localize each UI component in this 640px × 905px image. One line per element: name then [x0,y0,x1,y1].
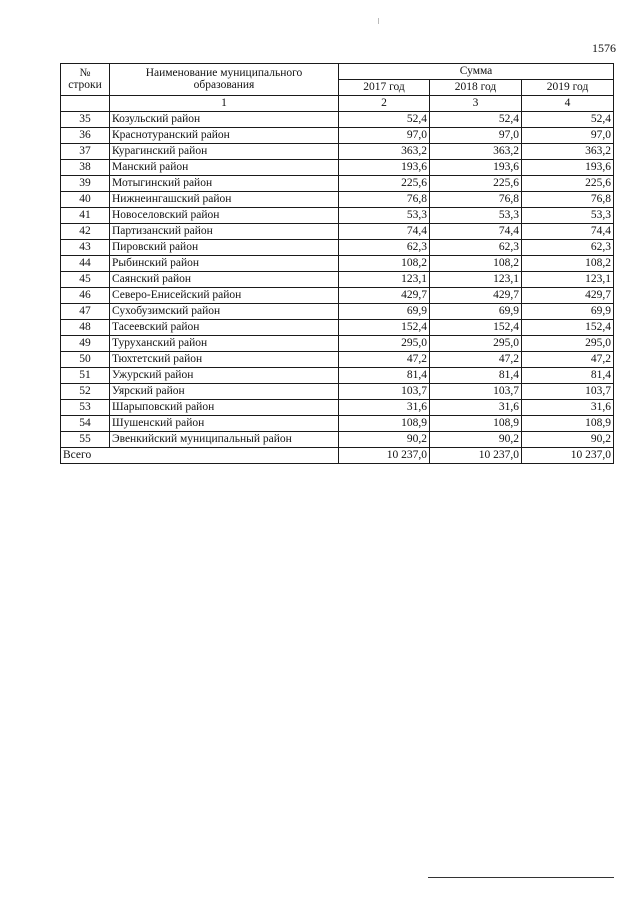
value-2018-cell: 76,8 [430,192,522,208]
value-2018-cell: 81,4 [430,368,522,384]
row-number-cell: 42 [61,224,110,240]
municipality-name-cell: Эвенкийский муниципальный район [110,432,339,448]
municipality-name-cell: Северо-Енисейский район [110,288,339,304]
row-number-cell: 54 [61,416,110,432]
row-number-cell: 35 [61,112,110,128]
table-row [61,176,614,192]
value-2018-cell: 152,4 [430,320,522,336]
value-2019-cell: 62,3 [522,240,614,256]
row-number-cell: 37 [61,144,110,160]
value-2019-cell: 193,6 [522,160,614,176]
page-number: 1576 [592,41,616,55]
value-2017-cell: 52,4 [339,112,430,128]
row-number-cell: 38 [61,160,110,176]
value-2019-cell: 53,3 [522,208,614,224]
value-2017-cell: 108,2 [339,256,430,272]
value-2019-cell: 152,4 [522,320,614,336]
table-row [61,240,614,256]
table-row [61,304,614,320]
table-row [61,416,614,432]
value-2018-cell: 103,7 [430,384,522,400]
value-2019-cell: 76,8 [522,192,614,208]
value-2019-cell: 108,2 [522,256,614,272]
row-number-cell: 46 [61,288,110,304]
row-number-cell: 49 [61,336,110,352]
table-row [61,368,614,384]
municipality-name-cell: Шушенский район [110,416,339,432]
value-2019-cell: 97,0 [522,128,614,144]
value-2018-cell: 90,2 [430,432,522,448]
value-2018-cell: 53,3 [430,208,522,224]
value-2019-cell: 81,4 [522,368,614,384]
year-header-2019: 2019 год [522,80,614,96]
column-index-4: 4 [522,96,614,112]
municipality-name-cell: Шарыповский район [110,400,339,416]
column-index-empty [61,96,110,112]
row-number-cell: 51 [61,368,110,384]
value-2018-cell: 31,6 [430,400,522,416]
value-2018-cell: 97,0 [430,128,522,144]
value-2017-cell: 108,9 [339,416,430,432]
municipality-name-header [110,64,339,96]
year-header-2018: 2018 год [430,80,522,96]
municipality-name-cell: Мотыгинский район [110,176,339,192]
municipality-name-cell: Краснотуранский район [110,128,339,144]
value-2019-cell: 90,2 [522,432,614,448]
value-2019-cell: 225,6 [522,176,614,192]
value-2017-cell: 47,2 [339,352,430,368]
table-row [61,432,614,448]
municipality-name-cell: Ужурский район [110,368,339,384]
table-row [61,144,614,160]
table-row [61,400,614,416]
row-number-cell: 36 [61,128,110,144]
value-2018-cell: 363,2 [430,144,522,160]
value-2017-cell: 97,0 [339,128,430,144]
row-number-cell: 44 [61,256,110,272]
value-2017-cell: 363,2 [339,144,430,160]
table-row [61,336,614,352]
municipality-name-cell: Пировский район [110,240,339,256]
value-2019-cell: 69,9 [522,304,614,320]
column-index-1: 1 [110,96,339,112]
row-number-cell: 41 [61,208,110,224]
municipality-name-cell: Саянский район [110,272,339,288]
value-2017-cell: 429,7 [339,288,430,304]
value-2019-cell: 108,9 [522,416,614,432]
subsidy-table [60,63,614,464]
table-row [61,192,614,208]
value-2018-cell: 108,9 [430,416,522,432]
value-2017-cell: 81,4 [339,368,430,384]
value-2019-cell: 429,7 [522,288,614,304]
total-row [61,448,614,464]
value-2018-cell: 295,0 [430,336,522,352]
value-2018-cell: 429,7 [430,288,522,304]
value-2017-cell: 90,2 [339,432,430,448]
value-2019-cell: 47,2 [522,352,614,368]
municipality-name-cell: Сухобузимский район [110,304,339,320]
value-2017-cell: 76,8 [339,192,430,208]
municipality-name-cell: Тюхтетский район [110,352,339,368]
column-index-2: 2 [339,96,430,112]
sum-header: Сумма [339,64,614,80]
row-number-header-line1: № [79,67,91,79]
municipality-name-cell: Новоселовский район [110,208,339,224]
year-header-2017: 2017 год [339,80,430,96]
table-row [61,224,614,240]
value-2017-cell: 152,4 [339,320,430,336]
row-number-header [61,64,110,96]
row-number-cell: 48 [61,320,110,336]
table-row [61,256,614,272]
table-row [61,320,614,336]
municipality-name-cell: Манский район [110,160,339,176]
municipality-name-cell: Козульский район [110,112,339,128]
row-number-cell: 47 [61,304,110,320]
scan-mark [378,18,379,24]
table-row [61,352,614,368]
value-2017-cell: 31,6 [339,400,430,416]
table-row [61,384,614,400]
value-2017-cell: 53,3 [339,208,430,224]
column-index-row [61,96,614,112]
value-2018-cell: 123,1 [430,272,522,288]
row-number-cell: 52 [61,384,110,400]
value-2019-cell: 74,4 [522,224,614,240]
table-row [61,208,614,224]
value-2019-cell: 295,0 [522,336,614,352]
value-2018-cell: 225,6 [430,176,522,192]
column-index-3: 3 [430,96,522,112]
row-number-cell: 40 [61,192,110,208]
table-row [61,128,614,144]
value-2019-cell: 363,2 [522,144,614,160]
value-2017-cell: 193,6 [339,160,430,176]
municipality-name-cell: Нижнеингашский район [110,192,339,208]
row-number-cell: 39 [61,176,110,192]
municipality-name-cell: Уярский район [110,384,339,400]
row-number-cell: 50 [61,352,110,368]
municipality-name-cell: Курагинский район [110,144,339,160]
total-2019: 10 237,0 [522,448,614,464]
municipality-name-header-line1: Наименование муниципального [145,67,303,79]
row-number-cell: 43 [61,240,110,256]
value-2018-cell: 69,9 [430,304,522,320]
value-2017-cell: 103,7 [339,384,430,400]
value-2019-cell: 52,4 [522,112,614,128]
table-row [61,112,614,128]
total-label: Всего [61,448,339,464]
table-row [61,288,614,304]
value-2018-cell: 47,2 [430,352,522,368]
value-2018-cell: 74,4 [430,224,522,240]
value-2017-cell: 69,9 [339,304,430,320]
value-2018-cell: 52,4 [430,112,522,128]
row-number-cell: 55 [61,432,110,448]
footer-rule [428,877,614,878]
header-row-1 [61,64,614,80]
municipality-name-cell: Рыбинский район [110,256,339,272]
value-2018-cell: 62,3 [430,240,522,256]
value-2017-cell: 62,3 [339,240,430,256]
municipality-name-cell: Тасеевский район [110,320,339,336]
value-2019-cell: 103,7 [522,384,614,400]
total-2017: 10 237,0 [339,448,430,464]
municipality-name-cell: Туруханский район [110,336,339,352]
municipality-name-header-line2: образования [193,78,255,91]
value-2018-cell: 108,2 [430,256,522,272]
table-row [61,272,614,288]
value-2019-cell: 31,6 [522,400,614,416]
total-2018: 10 237,0 [430,448,522,464]
municipality-name-cell: Партизанский район [110,224,339,240]
row-number-cell: 53 [61,400,110,416]
table-body [61,112,614,448]
value-2018-cell: 193,6 [430,160,522,176]
row-number-header-line2: строки [68,78,102,91]
row-number-cell: 45 [61,272,110,288]
value-2017-cell: 74,4 [339,224,430,240]
value-2019-cell: 123,1 [522,272,614,288]
value-2017-cell: 225,6 [339,176,430,192]
table-row [61,160,614,176]
value-2017-cell: 295,0 [339,336,430,352]
value-2017-cell: 123,1 [339,272,430,288]
